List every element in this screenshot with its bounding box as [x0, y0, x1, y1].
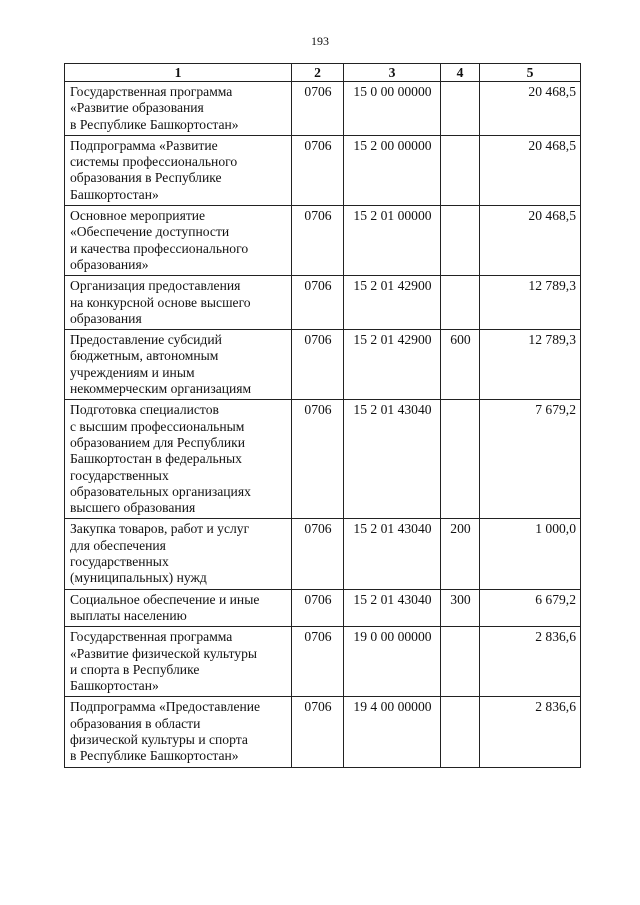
- table-row: [65, 400, 581, 519]
- table-row: [65, 206, 581, 276]
- table-row: [65, 276, 581, 330]
- row-name: Государственная программа «Развитие образования в Республике Башкортостан»: [65, 82, 292, 136]
- row-expense-type: 600: [441, 330, 480, 400]
- row-amount: 20 468,5: [480, 82, 581, 136]
- row-expense-type: 200: [441, 519, 480, 589]
- row-expense-type: [441, 697, 480, 767]
- row-section: 0706: [292, 697, 344, 767]
- row-amount: 12 789,3: [480, 276, 581, 330]
- row-target-code: 19 4 00 00000: [344, 697, 441, 767]
- table-header-row: [65, 64, 581, 82]
- row-name: Подготовка специалистов с высшим профессиональным образованием для Республики Башкортостан в федеральных государственных образовательных организациях высшего образования: [65, 400, 292, 519]
- row-target-code: 15 2 00 00000: [344, 135, 441, 205]
- row-section: 0706: [292, 276, 344, 330]
- row-name: Подпрограмма «Предоставление образования в области физической культуры и спорта в Республике Башкортостан»: [65, 697, 292, 767]
- row-expense-type: [441, 206, 480, 276]
- row-section: 0706: [292, 82, 344, 136]
- row-expense-type: [441, 627, 480, 697]
- column-header: 2: [292, 64, 344, 82]
- row-expense-type: 300: [441, 589, 480, 627]
- row-name: Социальное обеспечение и иные выплаты населению: [65, 589, 292, 627]
- budget-table: [64, 63, 581, 768]
- table-row: [65, 519, 581, 589]
- row-section: 0706: [292, 589, 344, 627]
- column-header: 4: [441, 64, 480, 82]
- column-header: 3: [344, 64, 441, 82]
- table-row: [65, 135, 581, 205]
- row-amount: 20 468,5: [480, 135, 581, 205]
- row-amount: 7 679,2: [480, 400, 581, 519]
- row-section: 0706: [292, 206, 344, 276]
- row-amount: 20 468,5: [480, 206, 581, 276]
- row-name: Основное мероприятие «Обеспечение доступности и качества профессионального образования»: [65, 206, 292, 276]
- row-target-code: 15 2 01 42900: [344, 330, 441, 400]
- table-row: [65, 589, 581, 627]
- row-amount: 1 000,0: [480, 519, 581, 589]
- row-name: Государственная программа «Развитие физической культуры и спорта в Республике Башкортостан»: [65, 627, 292, 697]
- table-row: [65, 697, 581, 767]
- row-expense-type: [441, 82, 480, 136]
- column-header: 1: [65, 64, 292, 82]
- row-section: 0706: [292, 519, 344, 589]
- row-amount: 6 679,2: [480, 589, 581, 627]
- row-name: Предоставление субсидий бюджетным, автономным учреждениям и иным некоммерческим организациям: [65, 330, 292, 400]
- table-row: [65, 82, 581, 136]
- row-name: Закупка товаров, работ и услуг для обеспечения государственных (муниципальных) нужд: [65, 519, 292, 589]
- row-amount: 12 789,3: [480, 330, 581, 400]
- row-expense-type: [441, 135, 480, 205]
- table-row: [65, 627, 581, 697]
- row-section: 0706: [292, 627, 344, 697]
- page-number: 193: [311, 34, 329, 48]
- row-section: 0706: [292, 400, 344, 519]
- row-name: Организация предоставления на конкурсной основе высшего образования: [65, 276, 292, 330]
- row-name: Подпрограмма «Развитие системы профессионального образования в Республике Башкортостан»: [65, 135, 292, 205]
- row-target-code: 15 0 00 00000: [344, 82, 441, 136]
- row-target-code: 15 2 01 00000: [344, 206, 441, 276]
- row-target-code: 15 2 01 42900: [344, 276, 441, 330]
- table-row: [65, 330, 581, 400]
- row-section: 0706: [292, 330, 344, 400]
- column-header: 5: [480, 64, 581, 82]
- row-target-code: 15 2 01 43040: [344, 400, 441, 519]
- row-section: 0706: [292, 135, 344, 205]
- row-expense-type: [441, 276, 480, 330]
- row-amount: 2 836,6: [480, 627, 581, 697]
- row-amount: 2 836,6: [480, 697, 581, 767]
- row-target-code: 15 2 01 43040: [344, 519, 441, 589]
- row-target-code: 19 0 00 00000: [344, 627, 441, 697]
- row-target-code: 15 2 01 43040: [344, 589, 441, 627]
- row-expense-type: [441, 400, 480, 519]
